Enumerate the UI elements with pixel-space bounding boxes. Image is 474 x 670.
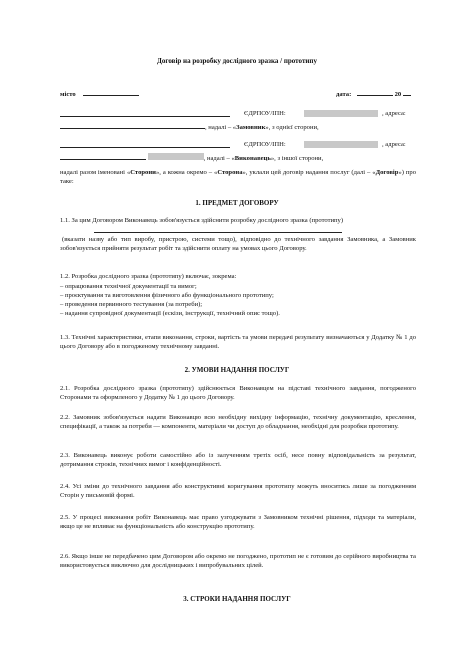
customer-name-blank[interactable] (60, 109, 230, 117)
clause-1-1-a: 1.1. За цим Договором Виконавець зобов'язується здійснити розробку дослідного зразка (прототипу) (60, 217, 344, 224)
city-label: місто (60, 91, 76, 98)
customer-edrpou-label: ЄДРПОУ/ІПН: (244, 110, 286, 117)
date-line (336, 88, 411, 100)
clause-1-2-item: – опрацювання технічної документації та вимог; (60, 283, 197, 290)
customer-address-label: , адреса: (382, 110, 406, 117)
clause-2-4: 2.4. Усі зміни до технічного завдання або конструктивні коригування прототипу можуть вноситись лише за погодженням Сторін у письмовій формі. (60, 483, 416, 500)
contractor-address-field[interactable] (148, 153, 204, 160)
customer-line-2 (60, 121, 319, 133)
clause-2-1: 2.1. Розробка дослідного зразка (прототипу) здійснюється Виконавцем на підставі технічного завдання, погодженого Сторонами та оформленого у Додатку № 1 до цього Договору. (60, 385, 416, 402)
clause-2-6: 2.6. Якщо інше не передбачено цим Договором або окремо не погоджено, прототип не є готовим до серійного виробництва та використовується виключно для дослідницьких і випробувальних цілей. (60, 553, 416, 570)
clause-1-1-b: (вказати назву або тип виробу, пристрою, системи тощо), відповідно до технічного завдання Замовника, а Замовник зобов'язується прийняти результат робіт та здійснити оплату на умовах цього Договору. (60, 236, 416, 253)
parties-intro: надалі разом іменовані «Сторони», а кожна окремо – «Сторона», уклали цей договір надання послуг (далі – «Договір») про таке: (60, 169, 416, 186)
customer-edrpou-field[interactable] (304, 110, 378, 117)
document-title: Договір на розробку дослідного зразка / прототипу (157, 57, 317, 65)
clause-2-5: 2.5. У процесі виконання робіт Виконавець має право узгоджувати з Замовником технічні рішення, підходи та матеріали, якщо це не впливає на функціональність або конструкцію прототипу. (60, 514, 416, 531)
contractor-address-label: , адреса: (382, 141, 406, 148)
section-2-heading: 2. УМОВИ НАДАННЯ ПОСЛУГ (184, 366, 290, 374)
year-label: 20 (394, 91, 402, 98)
customer-address-blank[interactable] (60, 121, 205, 129)
section-1-heading: 1. ПРЕДМЕТ ДОГОВОРУ (195, 199, 279, 207)
contractor-edrpou-field[interactable] (304, 141, 378, 148)
date-label: дата: (336, 91, 352, 98)
contractor-name-blank[interactable] (60, 140, 230, 148)
contractor-edrpou-label: ЄДРПОУ/ІПН: (244, 141, 286, 148)
product-name-blank[interactable] (94, 225, 342, 233)
year-blank[interactable] (403, 88, 411, 96)
clause-2-2: 2.2. Замовник зобов'язується надати Виконавцю всю необхідну вихідну інформацію, технічну документацію, креслення, специфікації, а також за потреби — компоненти, матеріали чи доступ до обладнання, необхідні для розробки прототипу. (60, 414, 416, 431)
clause-1-2-item: – проєктування та виготовлення фізичного або функціонального прототипу; (60, 292, 274, 299)
clause-1-2-item: – надання супровідної документації (ескізи, інструкції, технічний опис тощо). (60, 310, 280, 317)
clause-2-3: 2.3. Виконавець виконує роботи самостійно або із залученням третіх осіб, несе повну відповідальність за результат, дотримання строків, технічних вимог і конфіденційності. (60, 452, 416, 469)
city-blank[interactable] (83, 88, 139, 96)
clause-1-2-intro: 1.2. Розробка дослідного зразка (прототипу) включає, зокрема: (60, 273, 237, 280)
contractor-line-2 (60, 152, 323, 164)
contractor-address-blank[interactable] (60, 152, 146, 160)
clause-1-2-item: – проведення первинного тестування (за потреби); (60, 301, 203, 308)
contractor-suffix: , надалі – «Виконавець», з іншої сторони, (203, 155, 324, 162)
customer-suffix: , надалі – «Замовник», з однієї сторони, (205, 124, 319, 131)
date-blank[interactable] (357, 88, 393, 96)
section-3-heading: 3. СТРОКИ НАДАННЯ ПОСЛУГ (183, 595, 291, 603)
city-line (60, 88, 139, 100)
clause-1-3: 1.3. Технічні характеристики, етапи виконання, строки, вартість та умови передачі результату визначаються у Додатку № 1 до цього Договору або в погодженому технічному завданні. (60, 334, 416, 351)
